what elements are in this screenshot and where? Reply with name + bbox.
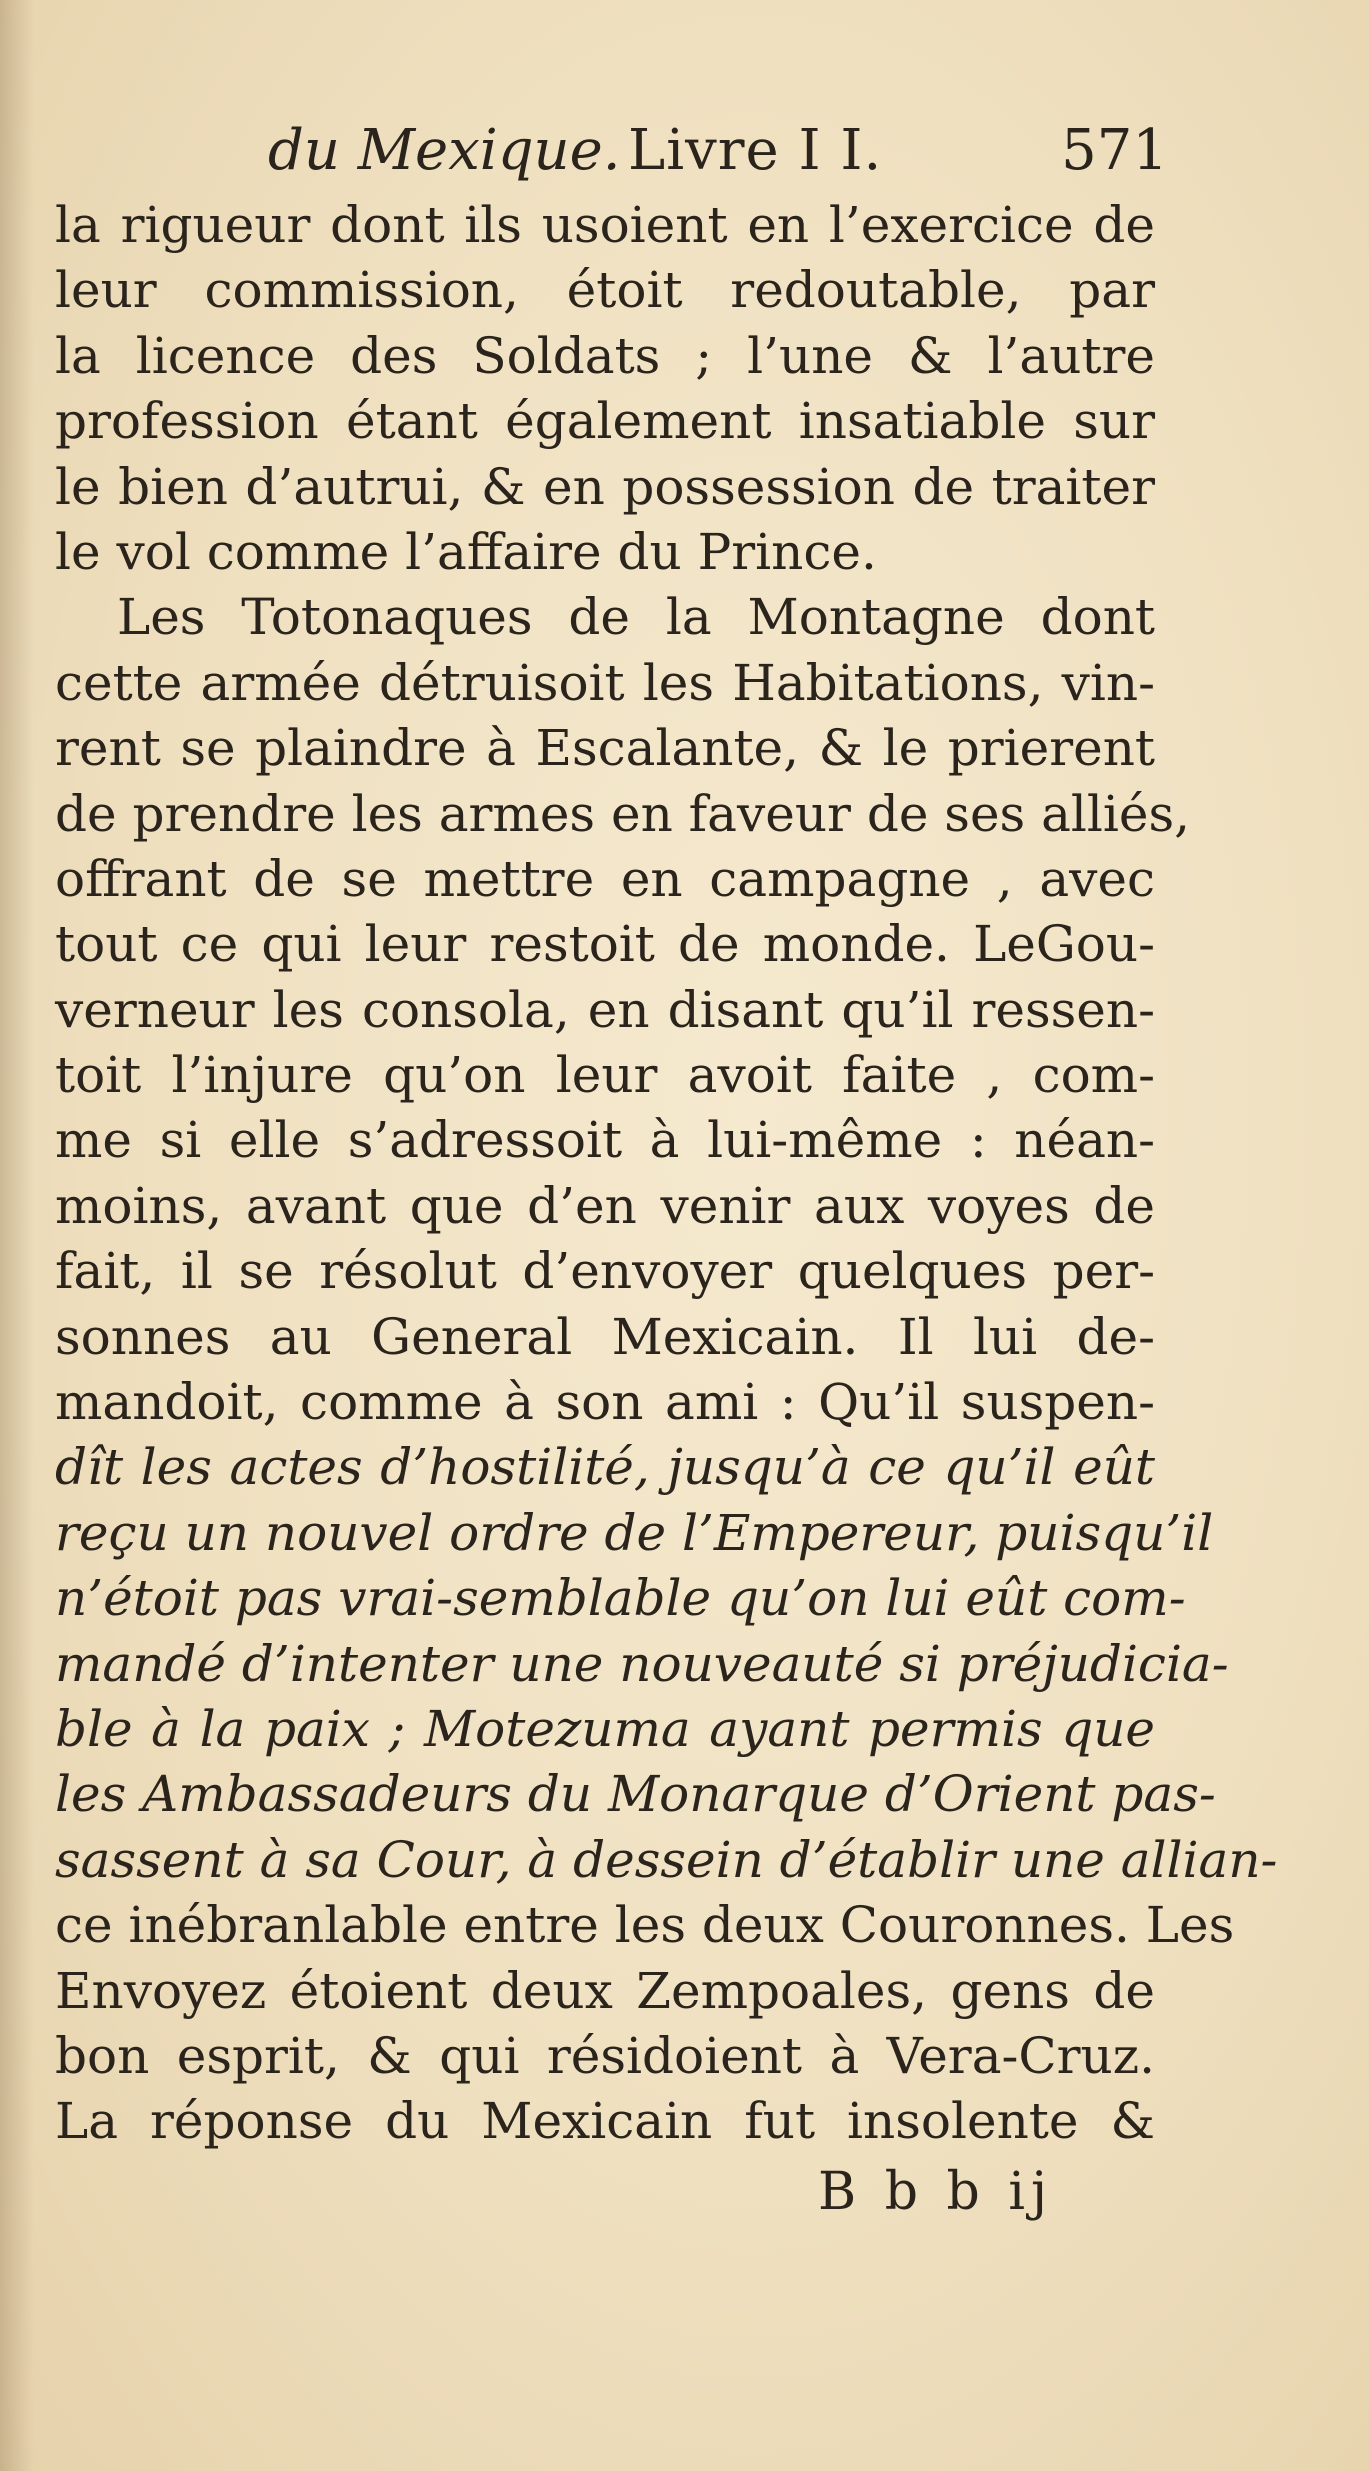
text-line: la licence des Soldats ; l’une & l’autre: [55, 326, 1155, 385]
text-line: toit l’injure qu’on leur avoit faite , com-: [55, 1046, 1155, 1105]
text-line: tout ce qui leur restoit de monde. LeGou-: [55, 915, 1155, 974]
book-label: Livre I I.: [628, 118, 883, 183]
text-line: le bien d’autrui, & en possession de traiter: [55, 457, 1155, 516]
text-line: profession étant également insatiable sur: [55, 392, 1155, 451]
running-header: [268, 118, 1168, 198]
text-line: sonnes au General Mexicain. Il lui de-: [55, 1307, 1155, 1366]
text-line: offrant de se mettre en campagne , avec: [55, 849, 1155, 908]
signature-mark: B b b ij: [818, 2162, 1054, 2222]
text-line: cette armée détruisoit les Habitations, vin-: [55, 653, 1155, 712]
text-line-italic: mandé d’intenter une nouveauté si préjudicia-: [55, 1634, 1229, 1693]
text-line: ce inébranlable entre les deux Couronnes. Les: [55, 1896, 1235, 1955]
text-line: le vol comme l’affaire du Prince.: [55, 522, 877, 581]
text-line: rent se plaindre à Escalante, & le prierent: [55, 719, 1155, 778]
body-text: [55, 193, 1278, 2155]
text-line: fait, il se résolut d’envoyer quelques per-: [55, 1242, 1155, 1301]
text-line: moins, avant que d’en venir aux voyes de: [55, 1176, 1155, 1235]
page-gutter-shadow: [0, 0, 34, 2471]
text-line-italic: ble à la paix ; Motezuma ayant permis que: [55, 1699, 1155, 1758]
text-line: Envoyez étoient deux Zempoales, gens de: [55, 1961, 1155, 2020]
text-line: Les Totonaques de la Montagne dont: [117, 588, 1155, 647]
text-line: verneur les consola, en disant qu’il ressen-: [55, 980, 1155, 1039]
text-line: leur commission, étoit redoutable, par: [55, 261, 1155, 320]
text-line-italic: les Ambassadeurs du Monarque d’Orient pas-: [55, 1765, 1216, 1824]
text-line: me si elle s’adressoit à lui-même : néan-: [55, 1111, 1155, 1170]
running-title: du Mexique.: [268, 118, 621, 183]
text-line: mandoit, comme à son ami : Qu’il suspen-: [55, 1373, 1155, 1432]
text-line-italic: sassent à sa Cour, à dessein d’établir une allian-: [55, 1830, 1278, 1889]
text-line: de prendre les armes en faveur de ses alliés,: [55, 784, 1191, 843]
text-line-italic: dît les actes d’hostilité, jusqu’à ce qu’il eût: [55, 1438, 1155, 1497]
text-line: bon esprit, & qui résidoient à Vera-Cruz.: [55, 2026, 1155, 2085]
text-line-italic: n’étoit pas vrai-semblable qu’on lui eût com-: [55, 1569, 1186, 1628]
text-line: la rigueur dont ils usoient en l’exercice de: [55, 196, 1155, 254]
text-line: La réponse du Mexicain fut insolente &: [55, 2092, 1155, 2151]
text-line-italic: reçu un nouvel ordre de l’Empereur, puisqu’il: [55, 1503, 1214, 1562]
page-number: 571: [1061, 118, 1168, 183]
